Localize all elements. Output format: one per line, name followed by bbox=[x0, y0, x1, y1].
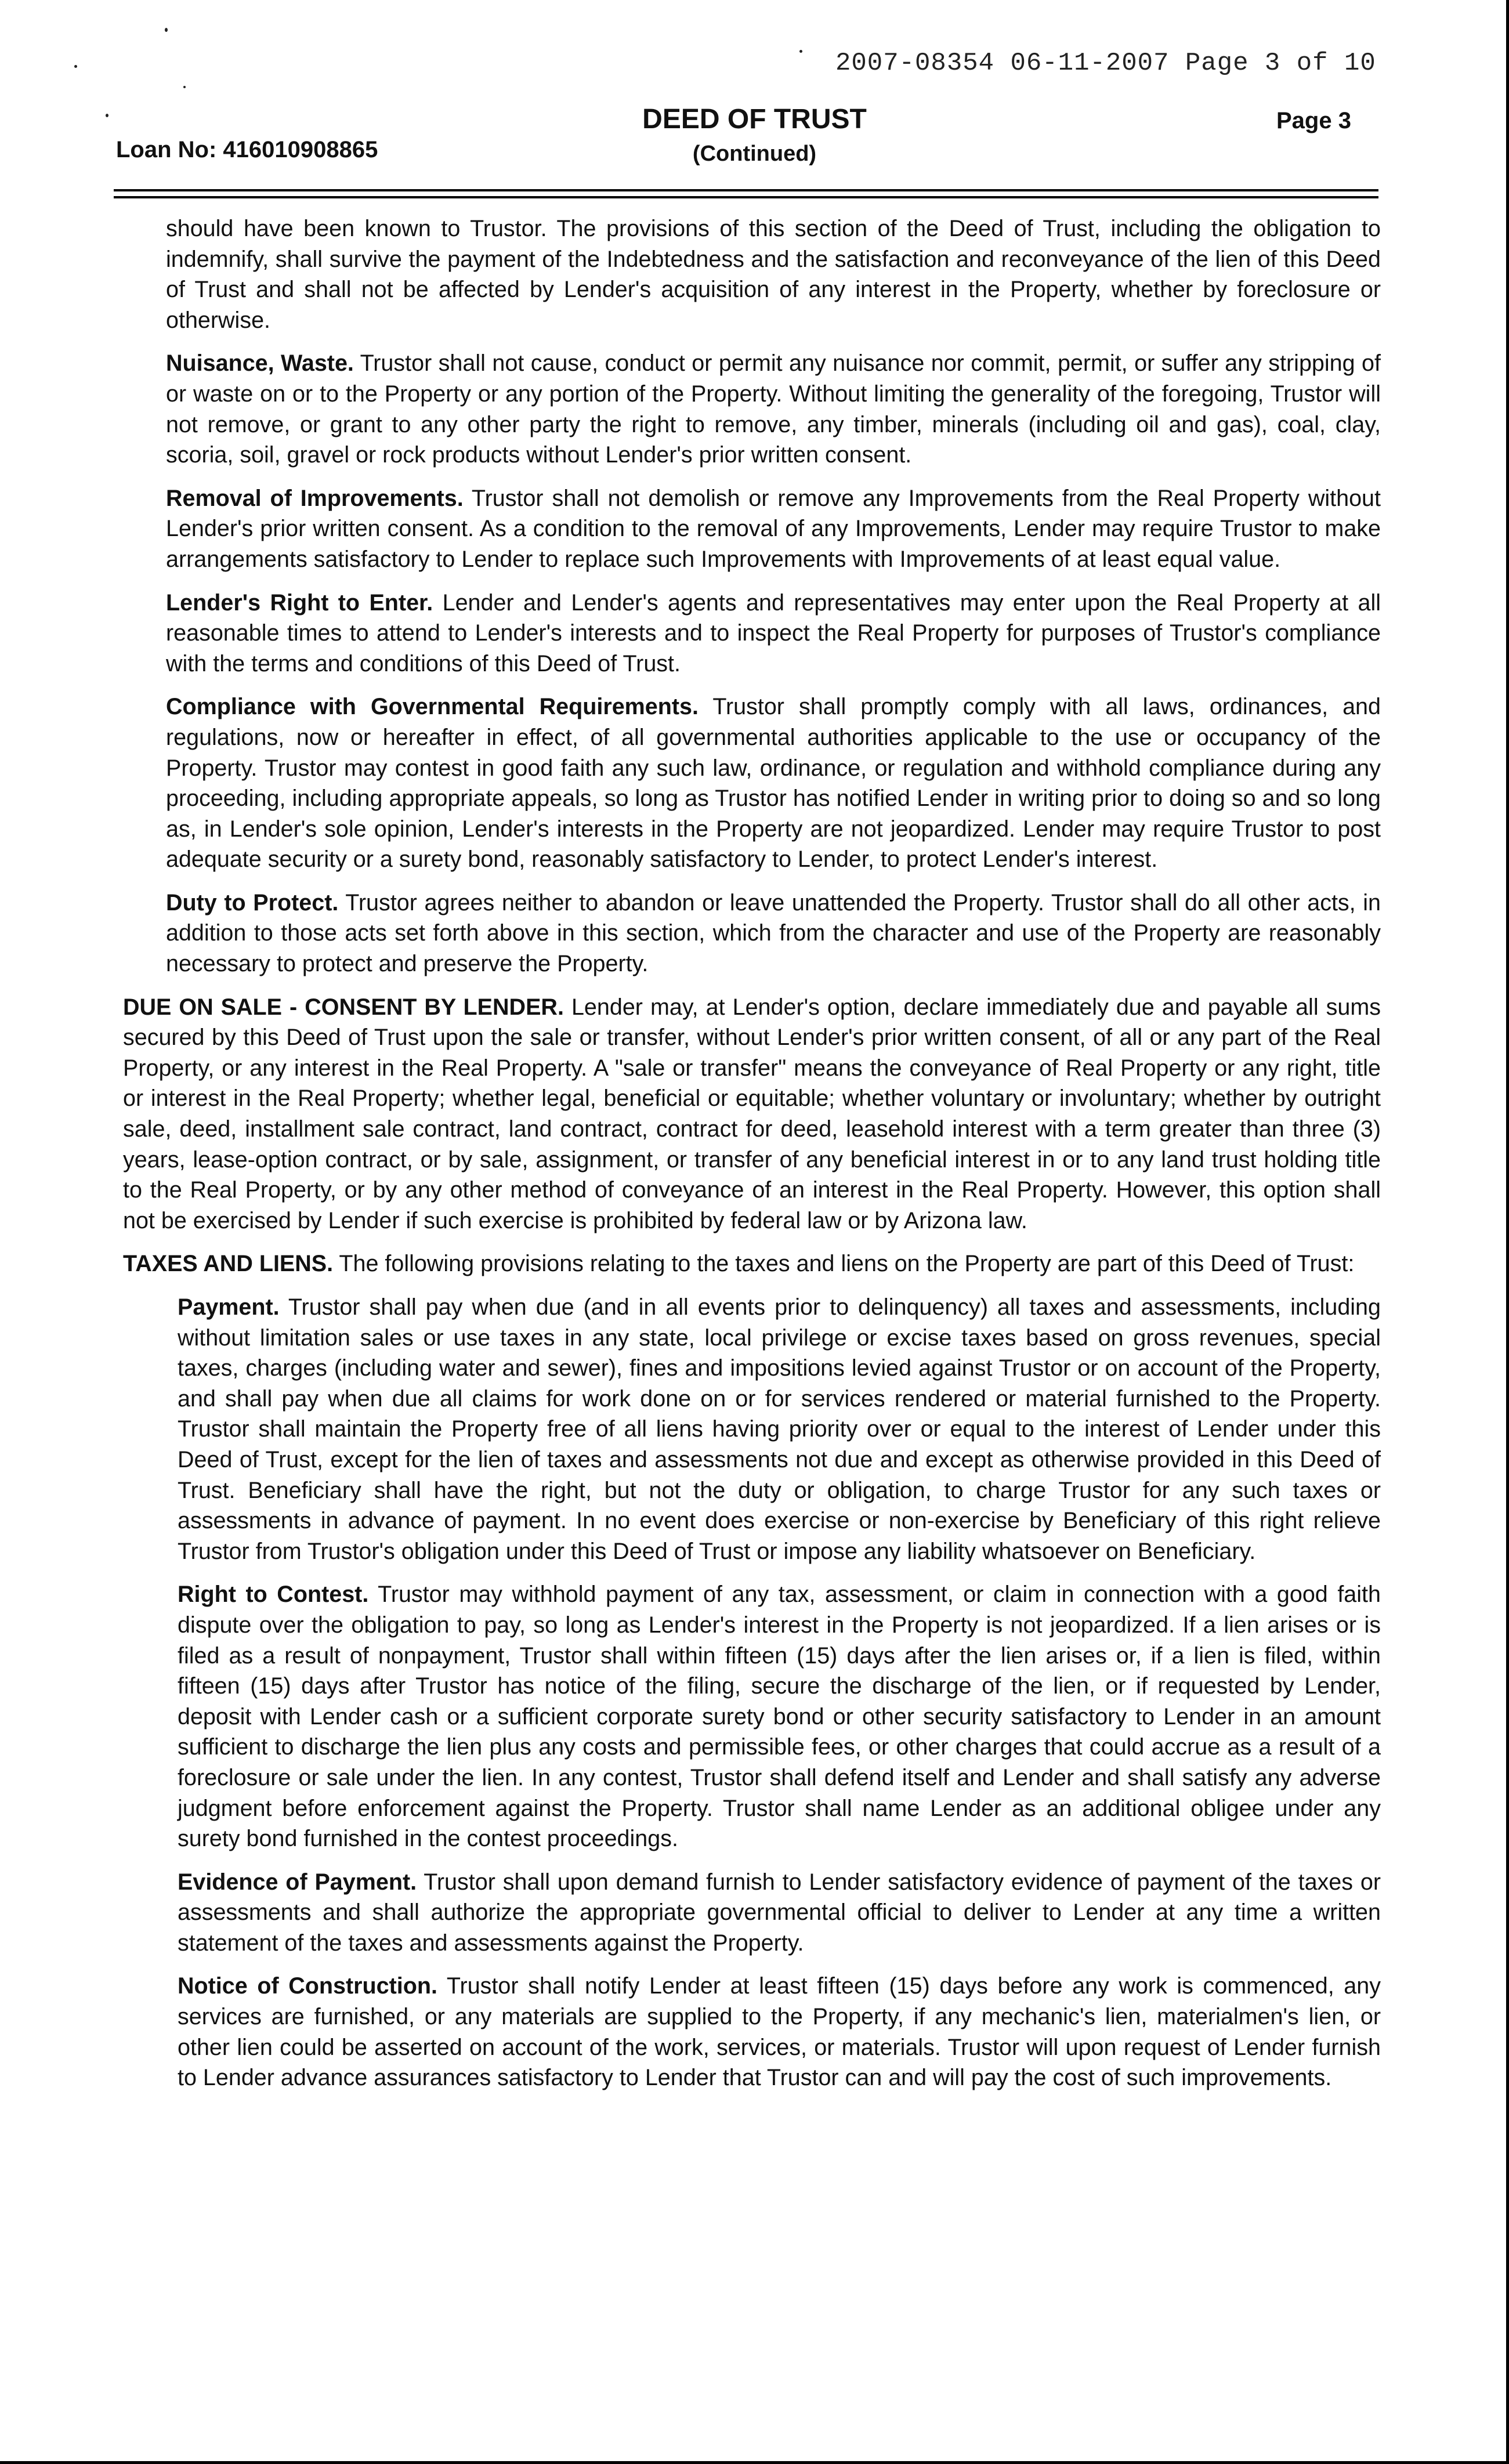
paragraph-heading: Lender's Right to Enter. bbox=[166, 589, 433, 616]
paragraph-notice-of-construction bbox=[178, 1971, 1381, 2093]
scan-speck bbox=[799, 50, 802, 53]
loan-number: Loan No: 416010908865 bbox=[116, 137, 378, 162]
paragraph-heading: Nuisance, Waste. bbox=[166, 350, 354, 377]
paragraph-text: Trustor shall promptly comply with all laws, ordinances, and regulations, now or hereafter in effect, of all governmental authorities applicable to the use or occupancy of the Property. Trustor may contest in good faith any such law, ordinance, or regulation and withhold compliance during any proceeding, including appropriate appeals, so long as Trustor has notified Lender in writing prior to doing so and so long as, in Lender's sole opinion, Lender's interests in the Property are not jeopardized. Lender may require Trustor to post adequate security or a surety bond, reasonably satisfactory to Lender, to protect Lender's interest. bbox=[166, 694, 1381, 873]
scan-speck bbox=[74, 65, 77, 68]
paragraph-heading: Duty to Protect. bbox=[166, 889, 339, 916]
header-rule-top bbox=[114, 189, 1378, 191]
section-text: Lender may, at Lender's option, declare immediately due and payable all sums secured by this Deed of Trust upon the sale or transfer, without Lender's prior written consent, of all or any part of the Real Property, or any interest in the Real Property. A "sale or transfer" means the conveyance of Real Property or any right, title or interest in the Real Property; whether legal, beneficial or equitable; whether voluntary or involuntary; whether by outright sale, deed, installment sale contract, land contract, contract for deed, leasehold interest with a term greater than three (3) years, lease-option contract, or by sale, assignment, or transfer of any beneficial interest in or to any land trust holding title to the Real Property, or by any other method of conveyance of an interest in the Real Property. However, this option shall not be exercised by Lender if such exercise is prohibited by federal law or by Arizona law. bbox=[123, 994, 1381, 1233]
section-taxes-and-liens bbox=[123, 1249, 1381, 1279]
paragraph-heading: Evidence of Payment. bbox=[178, 1869, 417, 1895]
paragraph-heading: Notice of Construction. bbox=[178, 1973, 437, 1999]
paragraph-right-to-contest bbox=[178, 1579, 1381, 1854]
paragraph-heading: Payment. bbox=[178, 1294, 280, 1320]
paragraph-lenders-right-to-enter bbox=[166, 588, 1381, 679]
paragraph-text: Trustor shall upon demand furnish to Lender satisfactory evidence of payment of the taxes or assessments and shall authorize the appropriate governmental official to deliver to Lender at any time a written statement of the taxes and assessments against the Property. bbox=[178, 1869, 1381, 1956]
paragraph-duty-to-protect bbox=[166, 888, 1381, 979]
paragraph-evidence-of-payment bbox=[178, 1867, 1381, 1959]
paragraph-text: Trustor may withhold payment of any tax, assessment, or claim in connection with a good faith dispute over the obligation to pay, so long as Lender's interest in the Property is not jeopardized. If a lien arises or is filed as a result of nonpayment, Trustor shall within fifteen (15) days after the lien arises or, if a lien is filed, within fifteen (15) days after Trustor has notice of the filing, secure the discharge of the lien, or if requested by Lender, deposit with Lender cash or a sufficient corporate surety bond or other security satisfactory to Lender in an amount sufficient to discharge the lien plus any costs and permissible fees, or other charges that could accrue as a result of a foreclosure or sale under the lien. In any contest, Trustor shall defend itself and Lender and shall satisfy any adverse judgment before enforcement against the Property. Trustor shall name Lender as an additional obligee under any surety bond furnished in the contest proceedings. bbox=[178, 1582, 1381, 1852]
document-body bbox=[123, 214, 1381, 2106]
section-heading: DUE ON SALE - CONSENT BY LENDER. bbox=[123, 994, 564, 1020]
document-subtitle: (Continued) bbox=[692, 142, 817, 166]
paragraph-text: Trustor shall notify Lender at least fifteen (15) days before any work is commenced, any services are furnished, or any materials are supplied to the Property, if any mechanic's lien, materialmen's lien, or other lien could be asserted on account of the work, services, or materials. Trustor will upon request of Lender furnish to Lender advance assurances satisfactory to Lender that Trustor can and will pay the cost of such improvements. bbox=[178, 1973, 1381, 2091]
paragraph-text: Lender and Lender's agents and representatives may enter upon the Real Property at all reasonable times to attend to Lender's interests and to inspect the Real Property for purposes of Trustor's compliance with the terms and conditions of this Deed of Trust. bbox=[166, 589, 1381, 676]
paragraph-text: Trustor shall pay when due (and in all events prior to delinquency) all taxes and assessments, including without limitation sales or use taxes in any state, local privilege or excise taxes based on gross revenues, special taxes, charges (including water and sewer), fines and impositions levied against Trustor or on account of the Property, and shall pay when due all claims for work done on or for services rendered or material furnished to the Property. Trustor shall maintain the Property free of all liens having priority over or equal to the interest of Lender under this Deed of Trust, except for the lien of taxes and assessments not due and except as otherwise provided in this Deed of Trust. Beneficiary shall have the right, but not the duty or obligation, to charge Trustor for any such taxes or assessments in advance of payment. In no event does exercise or non-exercise by Beneficiary of this right relieve Trustor from Trustor's obligation under this Deed of Trust or impose any liability whatsoever on Beneficiary. bbox=[178, 1294, 1381, 1564]
paragraph-nuisance-waste bbox=[166, 348, 1381, 470]
document-title: DEED OF TRUST bbox=[642, 104, 867, 135]
paragraph-heading: Removal of Improvements. bbox=[166, 485, 464, 511]
scan-speck bbox=[183, 86, 186, 88]
header-rule-bottom bbox=[114, 196, 1378, 198]
paragraph-compliance-governmental bbox=[166, 692, 1381, 875]
section-due-on-sale bbox=[123, 992, 1381, 1236]
paragraph-text: Trustor shall not demolish or remove any Improvements from the Real Property without Lender's prior written consent. As a condition to the removal of any Improvements, Lender may require Trustor to make arrangements satisfactory to Lender to replace such Improvements with Improvements of at least equal value. bbox=[166, 485, 1381, 572]
paragraph-heading: Right to Contest. bbox=[178, 1582, 369, 1608]
paragraph-removal-of-improvements bbox=[166, 483, 1381, 575]
section-heading: TAXES AND LIENS. bbox=[123, 1251, 334, 1277]
paragraph-text: Trustor shall not cause, conduct or permit any nuisance nor commit, permit, or suffer any stripping of or waste on or to the Property or any portion of the Property. Without limiting the generality of the foregoing, Trustor will not remove, or grant to any other party the right to remove, any timber, minerals (including oil and gas), coal, clay, scoria, soil, gravel or rock products without Lender's prior written consent. bbox=[166, 350, 1381, 468]
page-number: Page 3 bbox=[1276, 108, 1351, 133]
paragraph-continuation bbox=[166, 214, 1381, 335]
paragraph-heading: Compliance with Governmental Requirements. bbox=[166, 694, 699, 720]
recording-stamp: 2007-08354 06-11-2007 Page 3 of 10 bbox=[835, 49, 1376, 78]
scan-speck bbox=[165, 28, 168, 32]
paragraph-text: Trustor agrees neither to abandon or leave unattended the Property. Trustor shall do all other acts, in addition to those acts set forth above in this section, which from the character and use of the Property are reasonably necessary to protect and preserve the Property. bbox=[166, 889, 1381, 977]
paragraph-text: should have been known to Trustor. The provisions of this section of the Deed of Trust, including the obligation to indemnify, shall survive the payment of the Indebtedness and the satisfaction and reconveyance of the lien of this Deed of Trust and shall not be affected by Lender's acquisition of any interest in the Property, whether by foreclosure or otherwise. bbox=[166, 216, 1381, 333]
paragraph-payment bbox=[178, 1292, 1381, 1566]
section-text: The following provisions relating to the taxes and liens on the Property are part of this Deed of Trust: bbox=[333, 1251, 1355, 1277]
